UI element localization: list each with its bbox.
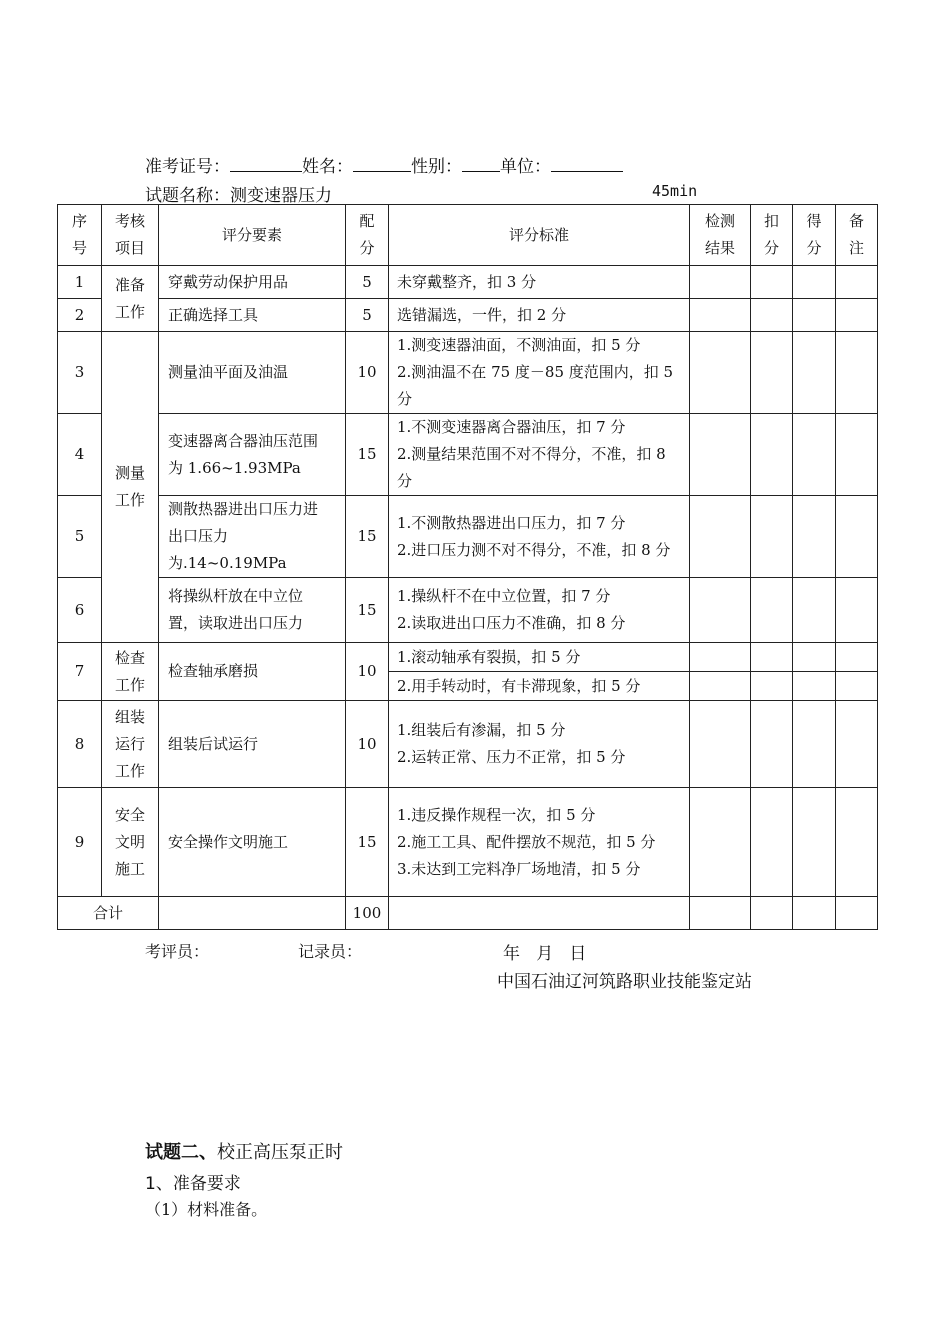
deduct-cell[interactable] [751, 496, 793, 578]
group-inspect: 检查 工作 [102, 643, 159, 701]
total-row [58, 897, 878, 930]
row-criteria: 1.不测变速器离合器油压，扣 7 分 2.测量结果范围不对不得分，不准，扣 8 分 [389, 414, 690, 496]
row-number: 6 [58, 578, 102, 643]
remark-cell[interactable] [836, 496, 878, 578]
remark-cell[interactable] [836, 578, 878, 643]
group-prep: 准备 工作 [102, 266, 159, 332]
deduct-cell[interactable] [751, 332, 793, 414]
result-cell[interactable] [690, 332, 751, 414]
gain-cell[interactable] [793, 496, 836, 578]
exam-title: 试题名称：测变速器压力 [145, 186, 332, 206]
result-cell[interactable] [690, 643, 751, 672]
row-number: 1 [58, 266, 102, 299]
group-safety: 安全 文明 施工 [102, 788, 159, 897]
gain-cell[interactable] [793, 299, 836, 332]
row-criteria: 1.组装后有渗漏，扣 5 分 2.运转正常、压力不正常，扣 5 分 [389, 701, 690, 788]
unit-blank[interactable] [551, 157, 623, 172]
row-element: 测散热器进出口压力进 出口压力 为.14~0.19MPa [159, 496, 346, 578]
row-element: 检查轴承磨损 [159, 643, 346, 701]
row-number: 2 [58, 299, 102, 332]
deduct-cell[interactable] [751, 788, 793, 897]
gain-cell[interactable] [793, 672, 836, 701]
remark-cell[interactable] [836, 701, 878, 788]
section2-title [145, 1138, 343, 1164]
result-cell[interactable] [690, 788, 751, 897]
row-number: 9 [58, 788, 102, 897]
remark-cell[interactable] [836, 643, 878, 672]
row-score: 15 [346, 578, 389, 643]
row-criteria: 1.不测散热器进出口压力，扣 7 分 2.进口压力测不对不得分，不准，扣 8 分 [389, 496, 690, 578]
gain-cell[interactable] [793, 897, 836, 930]
exam-number-label: 准考证号： [145, 157, 230, 177]
header-remark: 备 注 [836, 205, 878, 266]
header-deduct: 扣 分 [751, 205, 793, 266]
table-row [58, 701, 878, 788]
gain-cell[interactable] [793, 414, 836, 496]
gain-cell[interactable] [793, 266, 836, 299]
remark-cell[interactable] [836, 299, 878, 332]
date-label: 年 月 日 [503, 944, 587, 964]
row-number: 5 [58, 496, 102, 578]
header-seq: 序 号 [58, 205, 102, 266]
table-row [58, 299, 878, 332]
row-number: 8 [58, 701, 102, 788]
table-header-row [58, 205, 878, 266]
table-row [58, 266, 878, 299]
recorder-label: 记录员： [298, 942, 363, 961]
gain-cell[interactable] [793, 788, 836, 897]
result-cell[interactable] [690, 897, 751, 930]
row-element: 变速器离合器油压范围 为 1.66~1.93MPa [159, 414, 346, 496]
header-item: 考核 项目 [102, 205, 159, 266]
section2-material-item: （1）材料准备。 [145, 1200, 268, 1219]
exam-time: 45min [652, 182, 698, 200]
candidate-info-line [145, 152, 623, 177]
name-label: 姓名： [302, 157, 353, 177]
gender-label: 性别： [411, 157, 462, 177]
group-assemble: 组装 运行 工作 [102, 701, 159, 788]
result-cell[interactable] [690, 496, 751, 578]
examiner-label: 考评员： [145, 942, 210, 961]
row-criteria: 选错漏选，一件，扣 2 分 [389, 299, 690, 332]
row-number: 3 [58, 332, 102, 414]
row-score: 10 [346, 332, 389, 414]
row-element: 穿戴劳动保护用品 [159, 266, 346, 299]
row-element: 组装后试运行 [159, 701, 346, 788]
section2-title-rest: 校正高压泵正时 [217, 1142, 343, 1163]
result-cell[interactable] [690, 578, 751, 643]
row-score: 15 [346, 496, 389, 578]
row-number: 4 [58, 414, 102, 496]
row-score: 15 [346, 788, 389, 897]
header-result: 检测 结果 [690, 205, 751, 266]
remark-cell[interactable] [836, 788, 878, 897]
header-element: 评分要素 [159, 205, 346, 266]
row-element: 将操纵杆放在中立位 置，读取进出口压力 [159, 578, 346, 643]
exam-number-blank[interactable] [230, 157, 302, 172]
unit-label: 单位： [500, 157, 551, 177]
gender-blank[interactable] [462, 157, 500, 172]
row-score: 10 [346, 701, 389, 788]
result-cell[interactable] [690, 299, 751, 332]
remark-cell[interactable] [836, 897, 878, 930]
row-element: 测量油平面及油温 [159, 332, 346, 414]
row-criteria: 1.操纵杆不在中立位置，扣 7 分 2.读取进出口压力不准确，扣 8 分 [389, 578, 690, 643]
deduct-cell[interactable] [751, 578, 793, 643]
deduct-cell[interactable] [751, 266, 793, 299]
row-element: 安全操作文明施工 [159, 788, 346, 897]
remark-cell[interactable] [836, 414, 878, 496]
total-criteria-cell [389, 897, 690, 930]
row-score: 5 [346, 266, 389, 299]
section2-prep-heading: 1、准备要求 [145, 1174, 241, 1194]
scoring-table [57, 204, 878, 930]
total-element-cell [159, 897, 346, 930]
table-row [58, 643, 878, 672]
deduct-cell[interactable] [751, 701, 793, 788]
table-row [58, 496, 878, 578]
gain-cell[interactable] [793, 701, 836, 788]
section2-title-bold: 试题二、 [145, 1142, 217, 1163]
gain-cell[interactable] [793, 332, 836, 414]
row-criteria: 1.测变速器油面，不测油面，扣 5 分 2.测油温不在 75 度－85 度范围内，扣 5 分 [389, 332, 690, 414]
header-gain: 得 分 [793, 205, 836, 266]
total-label: 合计 [58, 897, 159, 930]
remark-cell[interactable] [836, 332, 878, 414]
deduct-cell[interactable] [751, 672, 793, 701]
remark-cell[interactable] [836, 266, 878, 299]
header-score: 配 分 [346, 205, 389, 266]
row-criteria: 2.用手转动时，有卡滞现象，扣 5 分 [389, 672, 690, 701]
remark-cell[interactable] [836, 672, 878, 701]
row-score: 10 [346, 643, 389, 701]
deduct-cell[interactable] [751, 414, 793, 496]
row-criteria: 1.违反操作规程一次，扣 5 分 2.施工工具、配件摆放不规范，扣 5 分 3.未达到工完料净厂场地清，扣 5 分 [389, 788, 690, 897]
table-row [58, 578, 878, 643]
organization-name: 中国石油辽河筑路职业技能鉴定站 [497, 972, 752, 992]
gain-cell[interactable] [793, 643, 836, 672]
deduct-cell[interactable] [751, 897, 793, 930]
deduct-cell[interactable] [751, 643, 793, 672]
row-criteria: 1.滚动轴承有裂损，扣 5 分 [389, 643, 690, 672]
table-row [58, 414, 878, 496]
name-blank[interactable] [353, 157, 411, 172]
table-row [58, 788, 878, 897]
group-measure: 测量 工作 [102, 332, 159, 643]
result-cell[interactable] [690, 672, 751, 701]
row-criteria: 未穿戴整齐，扣 3 分 [389, 266, 690, 299]
row-number: 7 [58, 643, 102, 701]
result-cell[interactable] [690, 414, 751, 496]
row-score: 5 [346, 299, 389, 332]
table-row [58, 332, 878, 414]
row-element: 正确选择工具 [159, 299, 346, 332]
deduct-cell[interactable] [751, 299, 793, 332]
result-cell[interactable] [690, 701, 751, 788]
total-score: 100 [346, 897, 389, 930]
result-cell[interactable] [690, 266, 751, 299]
row-score: 15 [346, 414, 389, 496]
gain-cell[interactable] [793, 578, 836, 643]
header-criteria: 评分标准 [389, 205, 690, 266]
